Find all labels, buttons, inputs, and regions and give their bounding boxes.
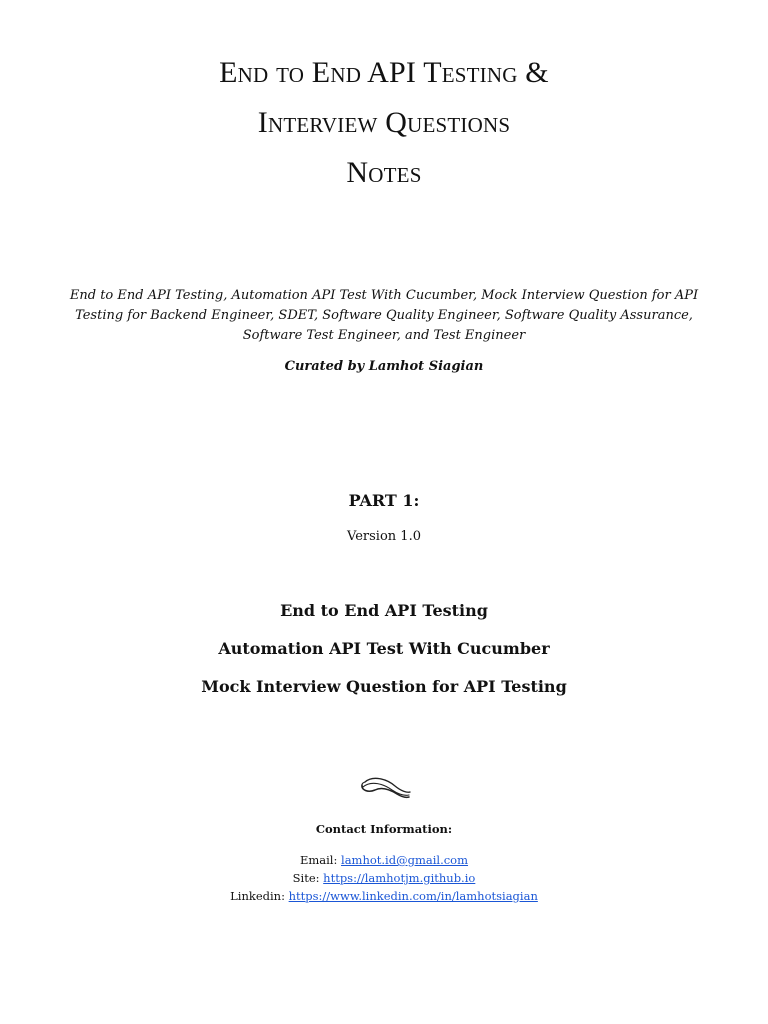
title-line-3: Notes xyxy=(346,156,422,189)
subtitle-description: End to End API Testing, Automation API Test With Cucumber, Mock Interview Question for API Testing for Backend Engineer, SDET, Software Quality Engineer, Software Quality Assurance, Software Test Engineer, and Test Engineer xyxy=(69,288,699,343)
version-label: Version 1.0 xyxy=(347,529,421,544)
contact-linkedin-line xyxy=(0,888,768,905)
email-link[interactable]: lamhot.id@gmail.com xyxy=(341,853,469,867)
flourish-ornament-icon xyxy=(359,772,411,802)
contact-site-line xyxy=(0,870,768,887)
contact-email-line xyxy=(0,852,768,869)
email-label: Email: xyxy=(299,853,338,867)
part-heading: PART 1: xyxy=(348,491,420,510)
topic-item-3: Mock Interview Question for API Testing xyxy=(201,677,567,696)
curator-credit: Curated by Lamhot Siagian xyxy=(284,359,484,374)
linkedin-label: Linkedin: xyxy=(230,889,285,903)
topic-item-1: End to End API Testing xyxy=(280,601,488,620)
topic-item-2: Automation API Test With Cucumber xyxy=(218,639,550,658)
title-line-1: End to End API Testing & xyxy=(219,56,549,89)
site-link[interactable]: https://lamhotjm.github.io xyxy=(323,871,476,885)
site-label: Site: xyxy=(292,871,320,885)
linkedin-link[interactable]: https://www.linkedin.com/in/lamhotsiagian xyxy=(288,889,538,903)
contact-heading: Contact Information: xyxy=(315,822,453,836)
title-line-2: Interview Questions xyxy=(257,106,511,139)
